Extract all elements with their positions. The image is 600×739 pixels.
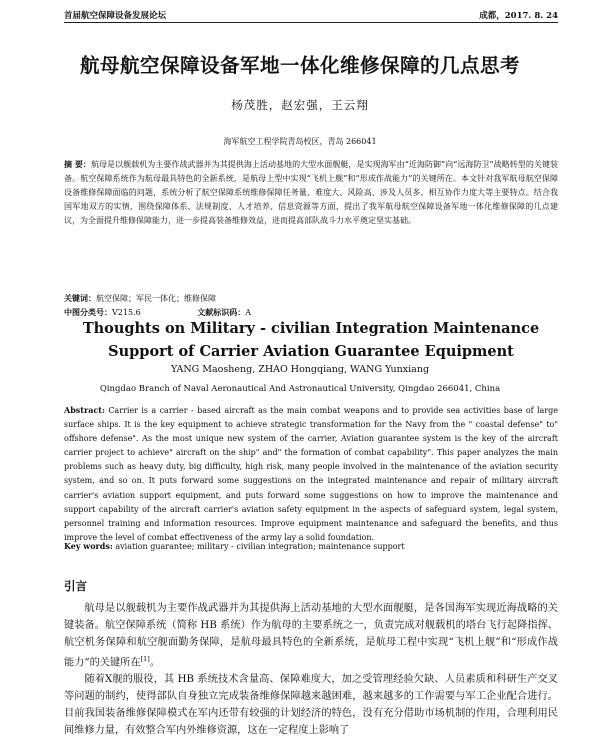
english-keywords-label: Key words: bbox=[64, 541, 113, 551]
english-keywords bbox=[64, 541, 405, 551]
paragraph-2: 随着Ⅹ舰的服役，其 HB 系统技术含量高、保障难度大，加之受管理经验欠缺、人员素质和科研生产交叉等问题的制约，使得部队自身独立完成装备维修保障越来越困难，越来越多的工作需要与军工企业配合进行。目前我国装备维修保障模式在军内还带有较强的计划经济的特色，没有充分借助市场机制的作用，合理利用民间维修力量，有效整合军内外维修资源，这在一定程度上影响了 bbox=[64, 674, 558, 737]
introduction-body bbox=[64, 600, 558, 739]
english-keywords-text: aviation guarantee; military - civilian integration; maintenance support bbox=[112, 542, 405, 551]
english-abstract bbox=[64, 403, 558, 545]
chinese-abstract-text: 航母是以舰载机为主要作战武器并为其提供海上活动基地的大型水面舰艇，是实现海军由“近海防御”向“远海防卫”战略转型的关键装备。航空保障系统作为航母最具特色的全新系统，是航母上型中实现“飞机上舰”和“形成作战能力”的关键所在。本文针对我军航母航空保障设备维修保障面临的问题，系统分析了航空保障系统维修保障任务量、难度大、风险高、涉及人员多、相互协作力度大等主要特点。结合我国军地双方的实情，围绕保障体系、法规制度、人才培养、信息资源等方面，提出了我军航母航空保障设备军地一体化维修保障的几点建议，为全面提升维修保障能力，进一步提高装备维修效益，进而提高部队战斗力水平奠定坚实基础。 bbox=[64, 160, 558, 225]
class-number-value: V215.6 bbox=[112, 308, 141, 317]
chinese-authors: 杨茂胜，赵宏强，王云翔 bbox=[231, 98, 369, 112]
running-header bbox=[64, 8, 558, 23]
chinese-abstract-label: 摘 要： bbox=[64, 159, 91, 169]
conference-place-date: 成都，2017. 8. 24 bbox=[479, 11, 558, 21]
section-title-introduction: 引言 bbox=[64, 579, 87, 593]
paragraph-1-end: 。 bbox=[149, 657, 160, 669]
chinese-title: 航母航空保障设备军地一体化维修保障的几点思考 bbox=[79, 54, 520, 77]
paragraph-1-text: 航母是以舰载机为主要作战武器并为其提供海上活动基地的大型水面舰艇，是各国海军实现近海战略的关键装备。航空保障系统（简称 HB 系统）作为航母的主要系统之一，负责完成对舰载机的塔台飞行起降指挥、航空机务保障和航空舰面勤务保障，是航母最具特色的全新系统，是航母工程中实现“飞机上舰”和“形成作战能力”的关键所在 bbox=[64, 603, 558, 669]
english-abstract-text: Carrier is a carrier - based aircraft as the main combat weapons and to provide sea activities base of large surface ships. It is the key equipment to achieve strategic transformation for the Navy from the " coastal defense" to" offshore defense". As the most unique new system of the carrier, Aviation guarantee system is the key of the aircraft carrier project to achieve" aircraft on the ship" and" the formation of combat capability". This paper analyzes the main problems such as heavy duty, big difficulty, high risk, many people involved in the maintenance of the aviation security system, and so on. It puts forward some suggestions on the integrated maintenance and repair of military aircraft carrier's aviation support equipment, and puts forward some suggestions on how to improve the maintenance and support capability of the aircraft carrier's aviation safety equipment in the aspects of safeguard system, legal system, personnel training and information resources. Improve equipment maintenance and safeguard the benefits, and thus improve the level of combat effectiveness of the army lay a solid foundation. bbox=[64, 406, 558, 542]
document-code-label: 文献标识码： bbox=[197, 307, 246, 317]
chinese-keywords bbox=[64, 293, 216, 304]
english-title: Thoughts on Military - civilian Integration Maintenance Support of Carrier Aviation Guarantee Equipment bbox=[82, 320, 540, 360]
chinese-keywords-text: 航空保障；军民一体化；维修保障 bbox=[96, 294, 216, 303]
citation-ref: [1] bbox=[140, 655, 150, 663]
chinese-abstract bbox=[64, 157, 558, 228]
english-affiliation: Qingdao Branch of Naval Aeronautical And Astronautical University, Qingdao 266041, China bbox=[99, 384, 501, 394]
chinese-affiliation: 海军航空工程学院青岛校区，青岛 266041 bbox=[223, 137, 377, 146]
paragraph-1 bbox=[64, 600, 558, 671]
document-code-value: A bbox=[245, 308, 252, 317]
english-authors: YANG Maosheng, ZHAO Hongqiang, WANG Yunxiang bbox=[170, 364, 430, 375]
english-abstract-label: Abstract: bbox=[64, 405, 105, 415]
class-number-label: 中图分类号： bbox=[64, 307, 112, 317]
chinese-keywords-label: 关键词： bbox=[64, 293, 96, 303]
journal-name: 首届航空保障设备发展论坛 bbox=[64, 11, 167, 21]
